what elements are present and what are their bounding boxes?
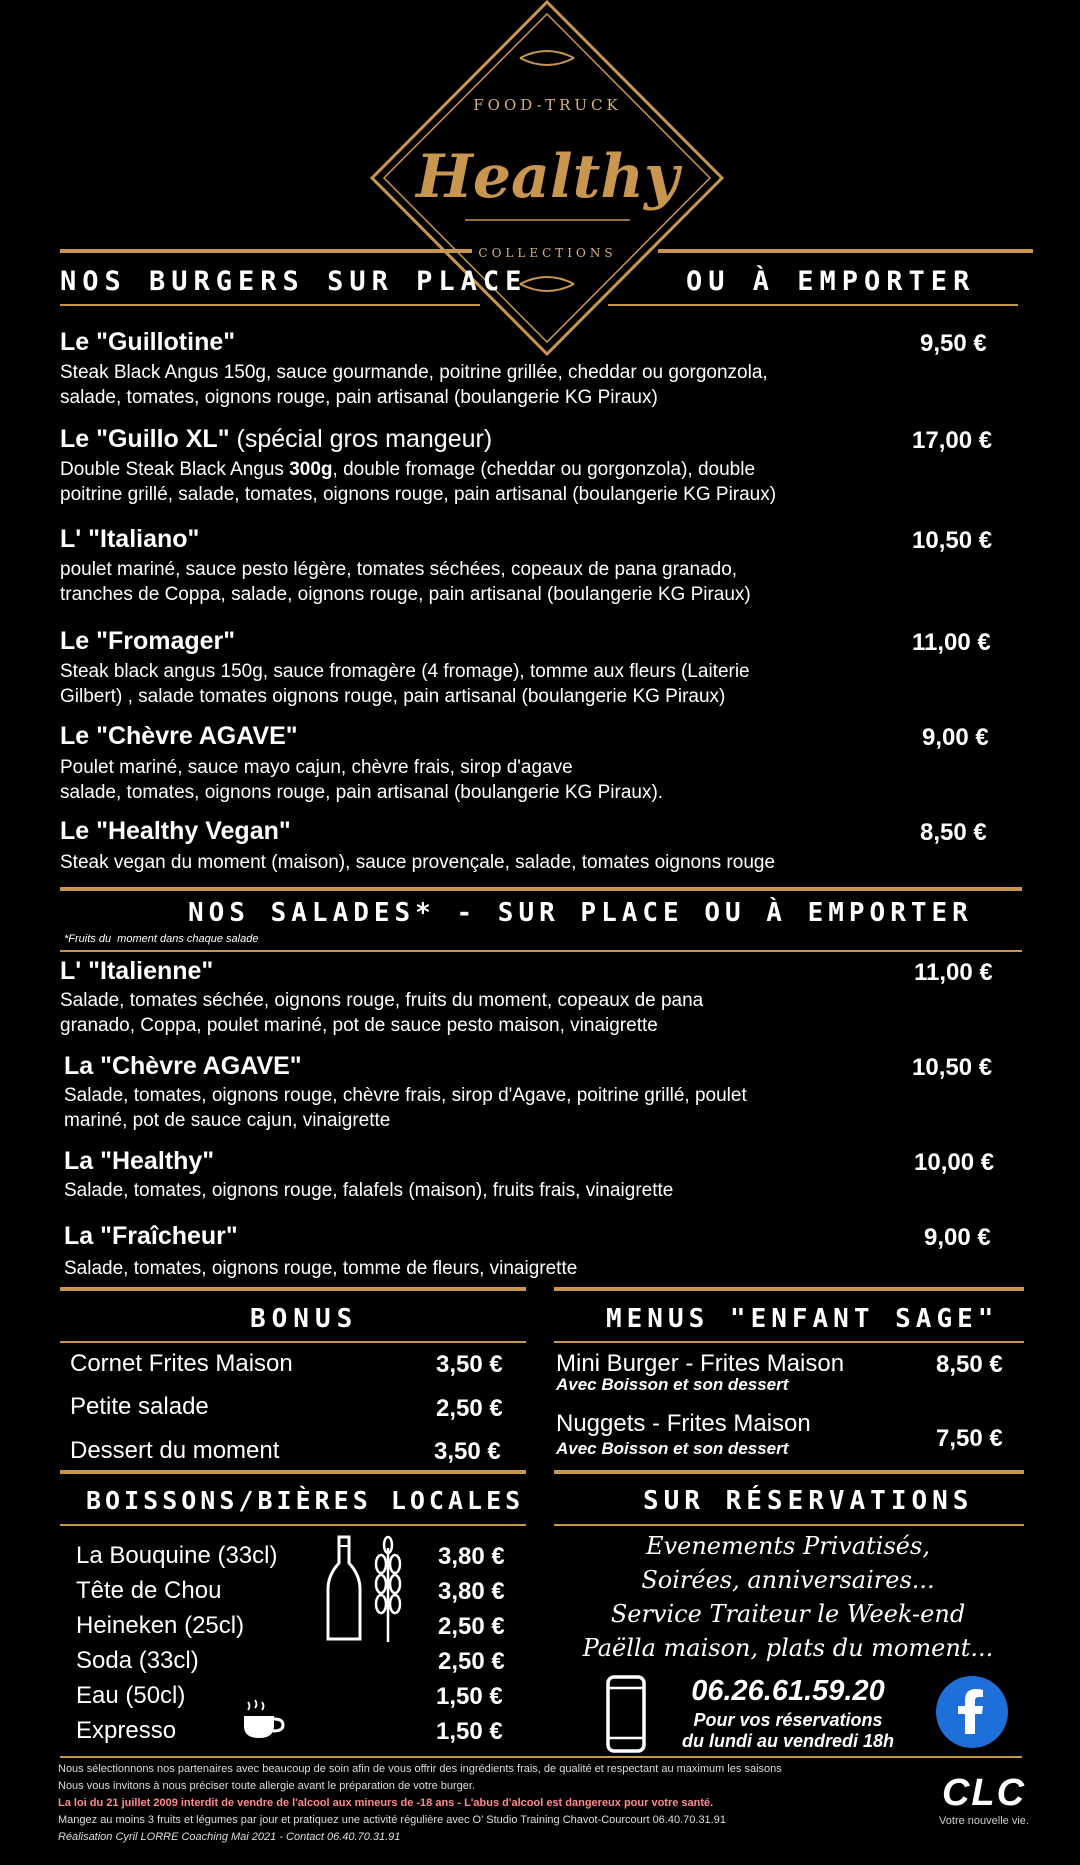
burger-name: Le "Guillotine" xyxy=(60,328,236,356)
burger-name xyxy=(60,425,492,454)
facebook-icon[interactable] xyxy=(936,1676,1008,1748)
logo-top-text: FOOD-TRUCK xyxy=(473,96,622,114)
logo-bottom-text: COLLECTIONS xyxy=(478,246,617,260)
boisson-name: Heineken (25cl) xyxy=(76,1612,245,1639)
reservations-title: SUR RÉSERVATIONS xyxy=(643,1486,974,1516)
burgers-bottom-line-right xyxy=(608,304,1018,306)
clc-logo: CLC xyxy=(941,1772,1027,1814)
burger-name: Le "Fromager" xyxy=(60,627,236,655)
burgers-title-left: NOS BURGERS SUR PLACE xyxy=(60,266,528,297)
burger-desc: Poulet mariné, sauce mayo cajun, chèvre frais, sirop d'agave salade, tomates, oignons rouge, pain artisanal (boulangerie KG Piraux). xyxy=(60,757,664,803)
bonus-title: BONUS xyxy=(250,1304,359,1334)
reservation-line: Evenements Privatisés, xyxy=(646,1532,930,1560)
boisson-name: La Bouquine (33cl) xyxy=(76,1542,278,1569)
enfant-item-name: Mini Burger - Frites Maison xyxy=(556,1350,845,1377)
footer-line: Nous vous invitons à nous préciser toute allergie avant le préparation de votre burger. xyxy=(58,1780,476,1792)
burgers-top-line-right xyxy=(658,249,1033,253)
reservation-line: Paëlla maison, plats du moment... xyxy=(582,1634,994,1662)
enfant-item-name: Nuggets - Frites Maison xyxy=(556,1410,811,1437)
bonus-item-name: Cornet Frites Maison xyxy=(70,1350,293,1377)
phone-icon xyxy=(605,1674,647,1754)
salade-price: 10,00 € xyxy=(914,1149,995,1176)
burger-name-note: (spécial gros mangeur) xyxy=(229,425,493,453)
burgers-title-right: OU À EMPORTER xyxy=(686,266,976,297)
phone-number[interactable]: 06.26.61.59.20 xyxy=(691,1675,885,1707)
reservations-top-line xyxy=(554,1470,1024,1474)
salade-price: 9,00 € xyxy=(924,1224,991,1251)
bonus-top-line xyxy=(60,1287,526,1291)
burger-desc xyxy=(60,457,776,507)
boisson-price: 1,50 € xyxy=(436,1718,503,1745)
burger-price: 11,00 € xyxy=(912,629,991,656)
burger-name: L' "Italiano" xyxy=(60,525,200,553)
burger-price: 10,50 € xyxy=(912,527,993,554)
phone-note-1: Pour vos réservations xyxy=(693,1710,883,1730)
boisson-name: Soda (33cl) xyxy=(76,1647,199,1674)
burger-price: 9,00 € xyxy=(922,724,989,751)
burger-desc-part: Double Steak Black Angus xyxy=(60,459,290,480)
enfant-item-sub: Avec Boisson et son dessert xyxy=(556,1439,789,1458)
bottle-icon xyxy=(326,1534,362,1644)
bonus-item-price: 3,50 € xyxy=(436,1351,503,1378)
boisson-name: Tête de Chou xyxy=(76,1577,222,1604)
boisson-price: 3,80 € xyxy=(438,1543,505,1570)
burger-desc: Steak Black Angus 150g, sauce gourmande, poitrine grillée, cheddar ou gorgonzola, salade, tomates, oignons rouge, pain artisanal (boulangerie KG Piraux) xyxy=(60,362,768,408)
reservations-bottom-line xyxy=(554,1524,1024,1526)
burger-price: 8,50 € xyxy=(920,819,987,846)
enfant-item-price: 8,50 € xyxy=(936,1351,1003,1378)
bonus-item-price: 3,50 € xyxy=(434,1438,501,1465)
salade-name: La "Chèvre AGAVE" xyxy=(64,1052,302,1080)
burger-desc-bold: 300g xyxy=(289,459,333,480)
enfant-top-line xyxy=(554,1287,1024,1291)
facebook-glyph xyxy=(936,1676,1008,1748)
salade-desc: Salade, tomates séchée, oignons rouge, fruits du moment, copeaux de pana granado, Coppa, poulet mariné, pot de sauce pesto maison, vinaigrette xyxy=(60,990,704,1036)
enfant-title: MENUS "ENFANT SAGE" xyxy=(606,1304,999,1334)
burgers-bottom-line-left xyxy=(60,304,480,306)
coffee-cup-icon xyxy=(240,1698,288,1742)
footer-line: Nous sélectionnons nos partenaires avec beaucoup de soin afin de vous offrir des ingrédients frais, de qualité et respectant au maximum les saisons xyxy=(58,1763,782,1775)
burger-desc: poulet mariné, sauce pesto légère, tomates séchées, copeaux de pana granado, tranches de Coppa, salade, oignons rouge, pain artisanal (boulangerie KG Piraux) xyxy=(60,559,751,605)
salade-desc: Salade, tomates, oignons rouge, chèvre frais, sirop d'Agave, poitrine grillé, poulet mariné, pot de sauce cajun, vinaigrette xyxy=(64,1085,747,1131)
footer-alcohol-warning: La loi du 21 juillet 2009 interdit de vendre de l'alcool aux mineurs de -18 ans - L'abus d'alcool est dangereux pour votre santé. xyxy=(58,1797,714,1809)
clc-tagline: Votre nouvelle vie. xyxy=(939,1815,1029,1827)
boissons-top-line xyxy=(60,1470,526,1474)
boisson-name: Eau (50cl) xyxy=(76,1682,186,1709)
bonus-item-name: Petite salade xyxy=(70,1393,209,1420)
reservation-line: Service Traiteur le Week-end xyxy=(610,1600,966,1628)
boissons-bottom-line xyxy=(60,1524,526,1526)
salade-desc: Salade, tomates, oignons rouge, tomme de fleurs, vinaigrette xyxy=(64,1258,578,1279)
boisson-price: 1,50 € xyxy=(436,1683,503,1710)
burger-name: Le "Healthy Vegan" xyxy=(60,817,291,845)
burger-price: 17,00 € xyxy=(912,427,993,454)
wheat-icon xyxy=(368,1534,408,1644)
burger-name: Le "Chèvre AGAVE" xyxy=(60,722,298,750)
enfant-bottom-line xyxy=(554,1341,1024,1343)
salade-name: La "Fraîcheur" xyxy=(64,1222,238,1250)
phone-note-2: du lundi au vendredi 18h xyxy=(681,1731,895,1751)
bonus-item-price: 2,50 € xyxy=(436,1395,503,1422)
logo xyxy=(370,0,725,360)
boisson-price: 2,50 € xyxy=(438,1648,505,1675)
reservation-line: Soirées, anniversaires... xyxy=(641,1566,935,1594)
salade-price: 11,00 € xyxy=(914,959,993,986)
salade-name: L' "Italienne" xyxy=(60,957,214,985)
burger-desc: Steak vegan du moment (maison), sauce provençale, salade, tomates oignons rouge xyxy=(60,852,776,873)
salade-price: 10,50 € xyxy=(912,1054,993,1081)
burger-name-text: Le "Guillo XL" xyxy=(60,425,230,453)
salades-footnote: *Fruits du moment dans chaque salade xyxy=(64,933,259,945)
bonus-item-name: Dessert du moment xyxy=(70,1437,280,1464)
footer-line: Mangez au moins 3 fruits et légumes par jour et pratiquez une activité régulière avec O' Studio Training Chavot-Courcourt 06.40.70.31.91 xyxy=(58,1814,726,1826)
boisson-price: 2,50 € xyxy=(438,1613,505,1640)
salades-top-line xyxy=(60,887,1022,891)
boissons-title: BOISSONS/BIÈRES LOCALES xyxy=(86,1486,525,1515)
salade-desc: Salade, tomates, oignons rouge, falafels (maison), fruits frais, vinaigrette xyxy=(64,1180,674,1201)
salades-bottom-line xyxy=(60,950,1022,952)
enfant-item-price: 7,50 € xyxy=(936,1425,1003,1452)
burger-price: 9,50 € xyxy=(920,330,987,357)
salades-title: NOS SALADES* - SUR PLACE OU À EMPORTER xyxy=(188,898,973,928)
footer-top-line xyxy=(60,1756,1022,1758)
salade-name: La "Healthy" xyxy=(64,1147,215,1175)
logo-main-text: Healthy xyxy=(416,142,679,212)
burger-desc-part: , double fromage (cheddar ou gorgonzola), double poitrine grillé, salade, tomates, oignons rouge, pain artisanal (boulangerie KG Piraux) xyxy=(60,459,777,505)
boisson-price: 3,80 € xyxy=(438,1578,505,1605)
bonus-bottom-line xyxy=(60,1341,526,1343)
enfant-item-sub: Avec Boisson et son dessert xyxy=(556,1375,789,1394)
burger-desc: Steak black angus 150g, sauce fromagère (4 fromage), tomme aux fleurs (Laiterie Gilbert) , salade tomates oignons rouge, pain artisanal (boulangerie KG Piraux) xyxy=(60,661,750,707)
boisson-name: Expresso xyxy=(76,1717,177,1744)
burgers-top-line-left xyxy=(60,249,472,253)
footer-credit: Réalisation Cyril LORRE Coaching Mai 2021 - Contact 06.40.70.31.91 xyxy=(58,1831,401,1843)
